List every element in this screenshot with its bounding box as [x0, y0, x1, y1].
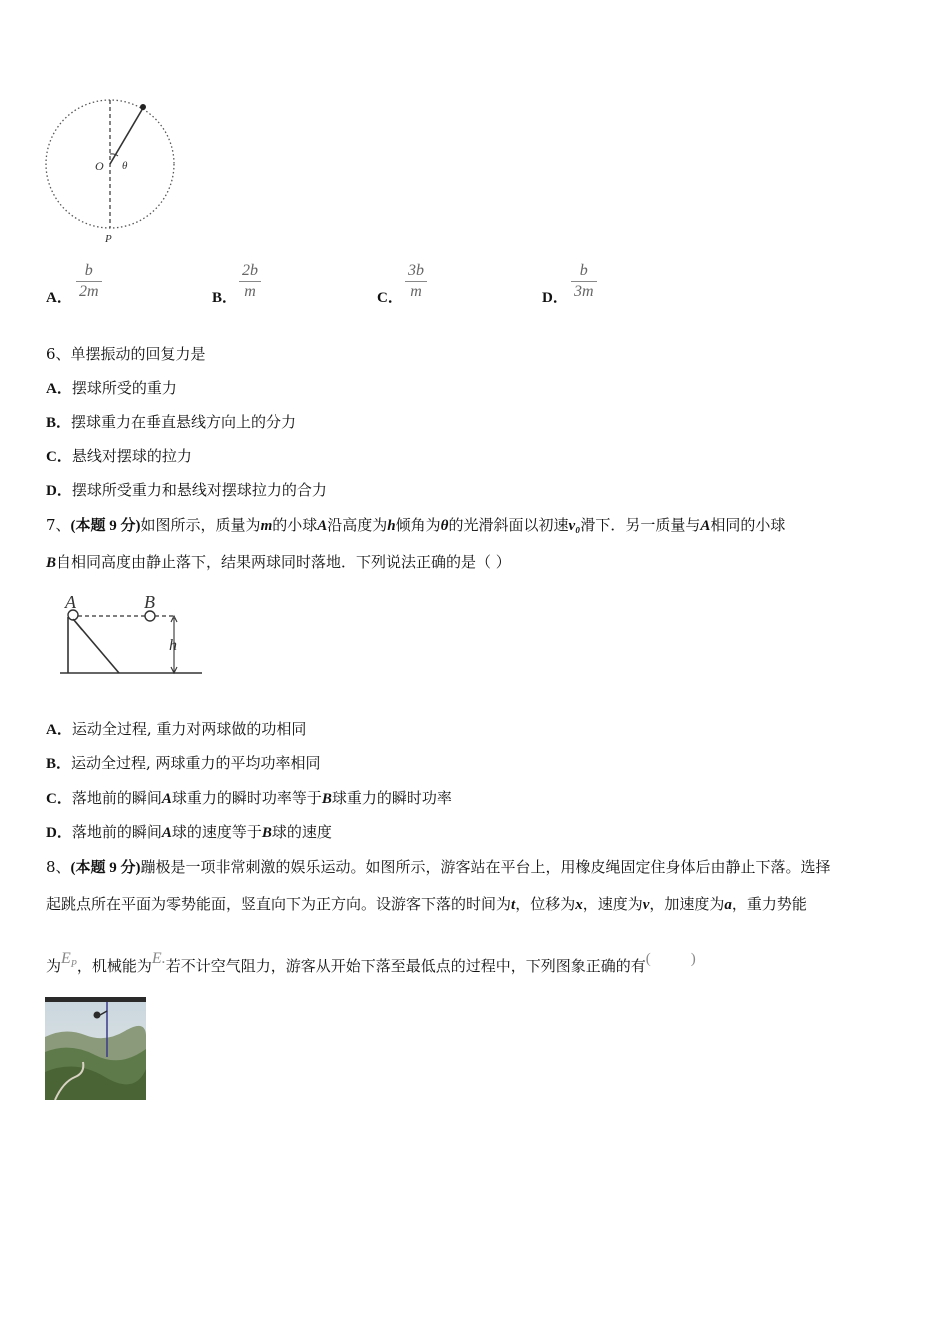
fraction: [76, 262, 102, 301]
var-theta: θ: [440, 518, 449, 534]
option-letter: C．: [46, 449, 72, 465]
stem-text: 蹦极是一项非常刺激的娱乐运动。如图所示，游客站在平台上，用橡皮绳固定住身体后由静止下落。选择: [140, 858, 831, 876]
option-letter: D．: [46, 483, 72, 499]
var-t: t: [511, 897, 516, 913]
stem-text: 倾角为: [395, 516, 441, 534]
answer-paren-open: (: [645, 951, 651, 967]
fraction: [571, 262, 597, 301]
q8-stem-line3: [46, 950, 908, 983]
stem-text: ，机械能为: [76, 957, 152, 975]
label-A: A: [65, 592, 76, 612]
fraction-bar: [405, 281, 427, 282]
var-A: A: [700, 518, 711, 534]
option-letter: D．: [542, 290, 568, 306]
fraction-bar: [76, 281, 102, 282]
numerator: 3b: [408, 262, 424, 279]
option-letter: C．: [46, 791, 72, 807]
numerator: 2b: [242, 262, 258, 279]
pendulum-ball: [140, 104, 146, 110]
q7-stem-line1: [46, 515, 908, 536]
label-h: h: [169, 637, 177, 654]
q7-option-c[interactable]: [46, 788, 452, 809]
option-text: 摆球重力在垂直悬线方向上的分力: [71, 413, 297, 431]
question-number: 7、: [46, 516, 71, 534]
q6-option-a[interactable]: [46, 378, 177, 399]
option-text: 落地前的瞬间: [71, 789, 162, 807]
q7-option-d[interactable]: [46, 822, 332, 843]
numerator: b: [84, 262, 93, 279]
label-P: P: [105, 233, 112, 245]
stem-text: 为: [46, 957, 62, 975]
ep-main: E: [61, 950, 71, 967]
var-h: h: [387, 518, 396, 534]
pendulum-rod: [110, 108, 143, 164]
q6-option-d[interactable]: [46, 480, 327, 501]
stem-text: ，位移为: [515, 895, 576, 913]
option-text: 运动全过程, 两球重力的平均功率相同: [71, 754, 321, 772]
ep-sub: P: [70, 959, 77, 971]
stem-text: 滑下．另一质量与: [580, 516, 701, 534]
stem-text: 沿高度为: [327, 516, 388, 534]
answer-paren-close: ): [690, 951, 696, 967]
incline-figure: [56, 590, 206, 680]
numerator: b: [579, 262, 588, 279]
var-A: A: [317, 518, 328, 534]
q8-stem-line2: [46, 894, 908, 915]
var-B: B: [261, 825, 272, 841]
q6-option-b[interactable]: [46, 412, 296, 433]
fraction: [405, 262, 427, 301]
ball-B: [145, 611, 155, 621]
var-A: A: [161, 791, 172, 807]
stem-text: 相同的小球: [710, 516, 786, 534]
var-x: x: [575, 897, 583, 913]
denominator: 3m: [574, 283, 594, 300]
e-symbol: E.: [151, 950, 166, 967]
denominator: m: [244, 283, 256, 300]
option-text: 落地前的瞬间: [71, 823, 162, 841]
option-letter: C．: [377, 290, 403, 306]
stem-text: 的光滑斜面以初速: [448, 516, 569, 534]
fraction-bar: [571, 281, 597, 282]
question-number: 8、: [46, 858, 71, 876]
fraction-bar: [239, 281, 261, 282]
score-note: (本题 9 分): [70, 860, 141, 876]
option-letter: B．: [212, 290, 238, 306]
label-O: O: [95, 159, 104, 173]
var-v: v: [642, 897, 650, 913]
option-text: 球的速度: [271, 823, 332, 841]
option-text: 摆球所受的重力: [71, 379, 177, 397]
ep-symbol: [61, 950, 77, 971]
fraction: [239, 262, 261, 301]
option-letter: B．: [46, 756, 72, 772]
var-B: B: [46, 555, 57, 571]
denominator: 2m: [79, 283, 99, 300]
q8-stem-line1: [46, 857, 908, 878]
q7-stem-line2: [46, 552, 908, 573]
option-text: 球重力的瞬时功率等于: [171, 789, 322, 807]
stem-text: 起跳点所在平面为零势能面，竖直向下为正方向。设游客下落的时间为: [46, 895, 512, 913]
var-v0: v₀: [568, 518, 581, 534]
q6-stem: 6、单摆振动的回复力是: [46, 345, 206, 363]
option-letter: B．: [46, 415, 72, 431]
circular-motion-figure: [40, 98, 185, 248]
label-B: B: [144, 592, 155, 612]
stem-text: 自相同高度由静止落下，结果两球同时落地．下列说法正确的是（ ）: [56, 553, 511, 571]
label-theta: θ: [122, 160, 128, 172]
option-text: 摆球所受重力和悬线对摆球拉力的合力: [71, 481, 327, 499]
stem-text: ，重力势能: [731, 895, 807, 913]
q6-option-c[interactable]: [46, 446, 192, 467]
option-text: 球的速度等于: [171, 823, 262, 841]
var-m: m: [260, 518, 273, 534]
stem-text: ，加速度为: [649, 895, 725, 913]
option-text: 球重力的瞬时功率: [331, 789, 452, 807]
var-a: a: [724, 897, 732, 913]
option-letter: A．: [46, 290, 72, 306]
stem-text: ，速度为: [582, 895, 643, 913]
var-A: A: [161, 825, 172, 841]
var-B: B: [321, 791, 332, 807]
score-note: (本题 9 分): [70, 518, 141, 534]
bungee-photo: [45, 997, 146, 1100]
q7-option-b[interactable]: [46, 753, 321, 774]
stem-text: 的小球: [272, 516, 318, 534]
q7-option-a[interactable]: [46, 719, 306, 740]
stem-text: 如图所示，质量为: [140, 516, 261, 534]
option-text: 悬线对摆球的拉力: [71, 447, 192, 465]
option-text: 运动全过程, 重力对两球做的功相同: [71, 720, 307, 738]
denominator: m: [410, 283, 422, 300]
option-letter: A．: [46, 722, 72, 738]
option-letter: D．: [46, 825, 72, 841]
option-letter: A．: [46, 381, 72, 397]
velocity-arrow: [73, 619, 82, 630]
stem-text: 若不计空气阻力，游客从开始下落至最低点的过程中，下列图象正确的有: [165, 957, 646, 975]
